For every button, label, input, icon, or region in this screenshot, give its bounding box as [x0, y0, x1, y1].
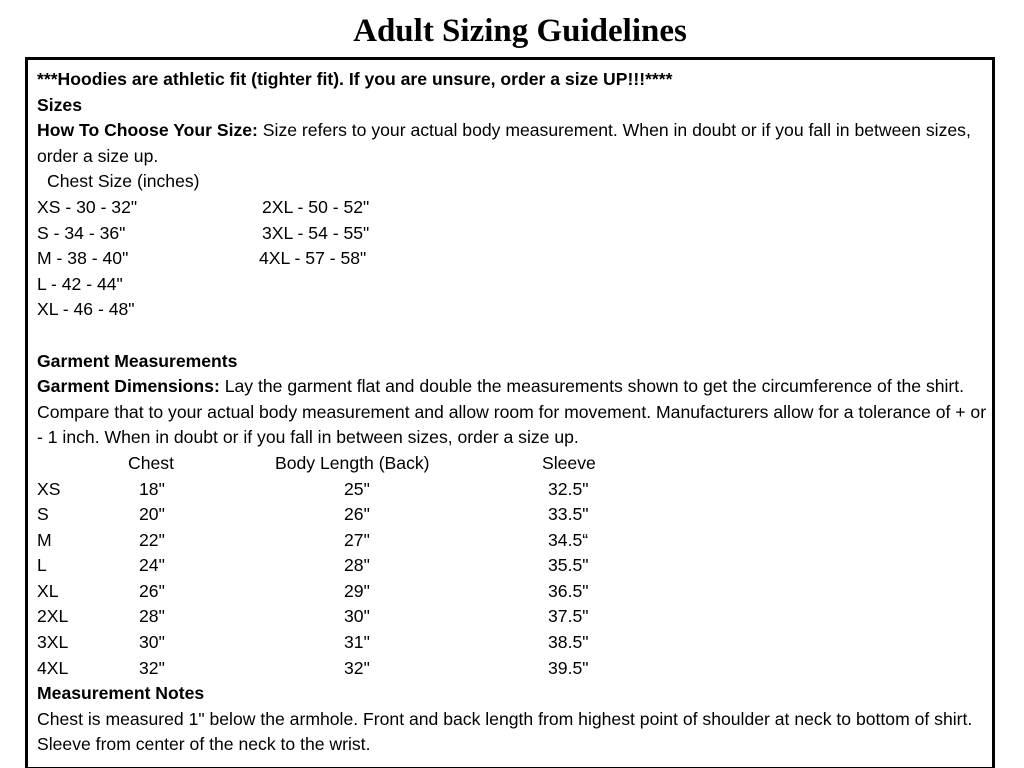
table-header-row — [37, 451, 987, 477]
hoodie-fit-notice: ***Hoodies are athletic fit (tighter fit). If you are unsure, order a size UP!!!**** — [37, 69, 673, 89]
length-cell: 26" — [344, 504, 370, 525]
chest-cell: 28" — [139, 606, 165, 627]
garment-measurements-table — [37, 451, 987, 681]
size-cell: XL — [37, 580, 59, 601]
garment-dimensions-text: Lay the garment flat and double the measurements shown to get the circumference of the shirt. Compare that to your actual body measurement and allow room for movement. Manufacturers allow for a tolerance of + or - 1 inch. When in doubt or if you fall in between sizes, order a size up. — [37, 376, 987, 448]
length-cell: 31" — [344, 632, 370, 653]
table-row — [37, 502, 987, 528]
column-header-sleeve: Sleeve — [542, 452, 596, 473]
measurement-notes-text: Chest is measured 1" below the armhole. Front and back length from highest point of shoulder at neck to bottom of shirt. Sleeve from center of the neck to the wrist. — [37, 708, 973, 755]
chest-cell: 20" — [139, 504, 165, 525]
table-row — [37, 477, 987, 503]
chest-size-label: Chest Size (inches) — [47, 171, 200, 192]
measurement-notes-heading: Measurement Notes — [37, 683, 205, 704]
chest-size-row — [37, 246, 987, 272]
sizing-guide-content — [37, 67, 987, 758]
chest-cell: 26" — [139, 580, 165, 601]
column-header-chest: Chest — [128, 452, 174, 473]
chest-size-right: 2XL - 50 - 52" — [262, 196, 370, 217]
page-title: Adult Sizing Guidelines — [353, 13, 687, 49]
table-row — [37, 579, 987, 605]
sleeve-cell: 36.5" — [548, 580, 589, 601]
chest-size-left: M - 38 - 40" — [37, 248, 129, 269]
how-to-choose-label: How To Choose Your Size: — [37, 120, 258, 141]
chest-size-right: 4XL - 57 - 58" — [259, 248, 367, 269]
table-row — [37, 630, 987, 656]
column-header-body-length: Body Length (Back) — [275, 452, 430, 473]
sleeve-cell: 38.5" — [548, 632, 589, 653]
sleeve-cell: 33.5" — [548, 504, 589, 525]
chest-size-left: XL - 46 - 48" — [37, 299, 135, 320]
chest-size-row — [37, 195, 987, 221]
table-row — [37, 528, 987, 554]
chest-size-left: S - 34 - 36" — [37, 222, 126, 243]
sizing-guide-box — [25, 57, 995, 768]
size-cell: L — [37, 555, 47, 576]
chest-size-row — [37, 297, 987, 323]
table-row — [37, 553, 987, 579]
chest-cell: 22" — [139, 529, 165, 550]
chest-size-left: XS - 30 - 32" — [37, 196, 138, 217]
size-cell: 2XL — [37, 606, 69, 627]
chest-size-row — [37, 221, 987, 247]
chest-size-list — [37, 195, 987, 323]
sleeve-cell: 37.5" — [548, 606, 589, 627]
size-cell: M — [37, 529, 52, 550]
chest-size-row — [37, 272, 987, 298]
table-row — [37, 656, 987, 682]
length-cell: 32" — [344, 657, 370, 678]
table-row — [37, 604, 987, 630]
length-cell: 30" — [344, 606, 370, 627]
chest-cell: 32" — [139, 657, 165, 678]
size-cell: 4XL — [37, 657, 69, 678]
garment-measurements-heading: Garment Measurements — [37, 350, 238, 371]
size-cell: XS — [37, 478, 61, 499]
sleeve-cell: 35.5" — [548, 555, 589, 576]
how-to-choose-paragraph — [37, 118, 987, 169]
size-cell: S — [37, 504, 49, 525]
sleeve-cell: 39.5" — [548, 657, 589, 678]
sleeve-cell: 32.5" — [548, 478, 589, 499]
sizes-heading: Sizes — [37, 94, 82, 115]
chest-cell: 18" — [139, 478, 165, 499]
chest-cell: 24" — [139, 555, 165, 576]
garment-dimensions-paragraph — [37, 374, 987, 451]
length-cell: 25" — [344, 478, 370, 499]
chest-size-right: 3XL - 54 - 55" — [262, 222, 370, 243]
garment-dimensions-label: Garment Dimensions: — [37, 376, 220, 397]
how-to-choose-text: Size refers to your actual body measurement. When in doubt or if you fall in between sizes, order a size up. — [37, 120, 971, 166]
chest-size-left: L - 42 - 44" — [37, 273, 123, 294]
chest-cell: 30" — [139, 632, 165, 653]
length-cell: 29" — [344, 580, 370, 601]
length-cell: 27" — [344, 529, 370, 550]
size-cell: 3XL — [37, 632, 69, 653]
sleeve-cell: 34.5“ — [548, 529, 589, 550]
length-cell: 28" — [344, 555, 370, 576]
spacer — [37, 323, 987, 349]
